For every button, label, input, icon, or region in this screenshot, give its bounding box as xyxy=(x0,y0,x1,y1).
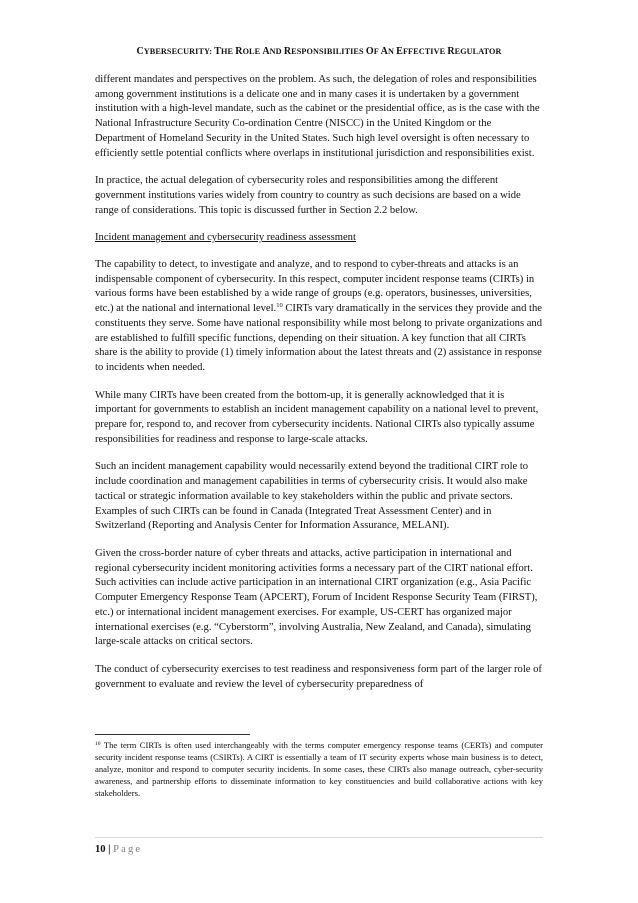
paragraph-4: While many CIRTs have been created from the bottom-up, it is generally acknowledged that it is important for governments to establish an incident management capability on a national level to prevent, prepare for, respond to, and recover from cybersecurity incidents. National CIRTs also typically assume responsibilities for readiness and response to large-scale attacks. xyxy=(95,389,539,445)
page-footer xyxy=(95,844,142,855)
paragraph-5: Such an incident management capability would necessarily extend beyond the traditional CIRT role to include coordination and management capabilities in terms of cybersecurity crisis. It would also make tactical or strategic information available to key stakeholders within the public and private sectors. Examples of such CIRTs can be found in Canada (Integrated Treat Assessment Center) and in Switzerland (Reporting and Analysis Center for Information Assurance, MELANI). xyxy=(95,461,529,532)
footnote-marker: 10 xyxy=(95,741,101,747)
footnote xyxy=(95,740,543,800)
section-heading xyxy=(95,231,543,246)
paragraph-7: The conduct of cybersecurity exercises to test readiness and responsiveness form part of the larger role of government to evaluate and review the level of cybersecurity preparedness of xyxy=(95,663,542,690)
running-header xyxy=(0,46,638,57)
footnote-divider xyxy=(95,734,250,735)
paragraph-3-after: CIRTs vary dramatically in the services they provide and the constituents they serve. Some have national responsibility while most belong to private organizations and are established to fulfill specific functions, depending on their situation. A key function that all CIRTs share is the ability to provide (1) timely information about the latest threats and (2) assistance in response to incidents when needed. xyxy=(95,303,543,373)
page-label: Page xyxy=(113,844,143,855)
page-separator: | xyxy=(105,844,114,855)
running-header-title: CYBERSECURITY: THE ROLE AND RESPONSIBILITIES OF AN EFFECTIVE REGULATOR xyxy=(136,46,502,57)
footer-divider xyxy=(95,837,543,838)
paragraph-3-before: The capability to detect, to investigate and analyze, and to respond to cyber-threats and attacks is an indispensable component of cybersecurity. In this respect, computer incident response teams (CIRTs) in various forms have been established by a wide range of groups (e.g. operators, businesses, universities, etc.) at the national and international level. xyxy=(95,259,535,315)
page-number: 10 xyxy=(95,844,106,855)
page-body xyxy=(95,73,543,705)
section-heading-text: Incident management and cybersecurity readiness assessment xyxy=(95,232,356,244)
footnote-text: The term CIRTs is often used interchangeably with the terms computer emergency response teams (CERTs) and computer security incident response teams (CSIRTs). A CIRT is essentially a team of IT security experts whose main business is to detect, analyze, monitor and respond to computer security incidents. In some cases, these CIRTs also manage outreach, cyber-security awareness, and partnership efforts to disseminate information to key constituencies and build collaborative actions with key stakeholders. xyxy=(95,740,543,798)
paragraph-6: Given the cross-border nature of cyber threats and attacks, active participation in international and regional cybersecurity incident monitoring activities forms a necessary part of the CIRT national effort. Such activities can include active participation in an international CIRT organization (e.g., Asia Pacific Computer Emergency Response Team (APCERT), Forum of Incident Response Security Team (FIRST), etc.) or international incident management exercises. For example, US-CERT has organized major international exercises (e.g. “Cyberstorm”, involving Australia, New Zealand, and Canada), simulating large-scale attacks on critical sectors. xyxy=(95,547,538,648)
paragraph-2: In practice, the actual delegation of cybersecurity roles and responsibilities among the different government institutions varies widely from country to country as such decisions are based on a wide range of considerations. This topic is discussed further in Section 2.2 below. xyxy=(95,175,521,216)
paragraph-1: different mandates and perspectives on the problem. As such, the delegation of roles and responsibilities among government institutions is a delicate one and in many cases it is undertaken by a government institution with a high-level mandate, such as the cabinet or the presidential office, as is the case with the National Infrastructure Security Co-ordination Centre (NISCC) in the United Kingdom or the Department of Homeland Security in the United States. Such high level oversight is often necessary to efficiently settle potential conflicts where overlaps in institutional jurisdiction and responsibilities exist. xyxy=(95,74,540,159)
paragraph-3 xyxy=(95,258,543,376)
footnote-reference: 10 xyxy=(276,302,283,310)
